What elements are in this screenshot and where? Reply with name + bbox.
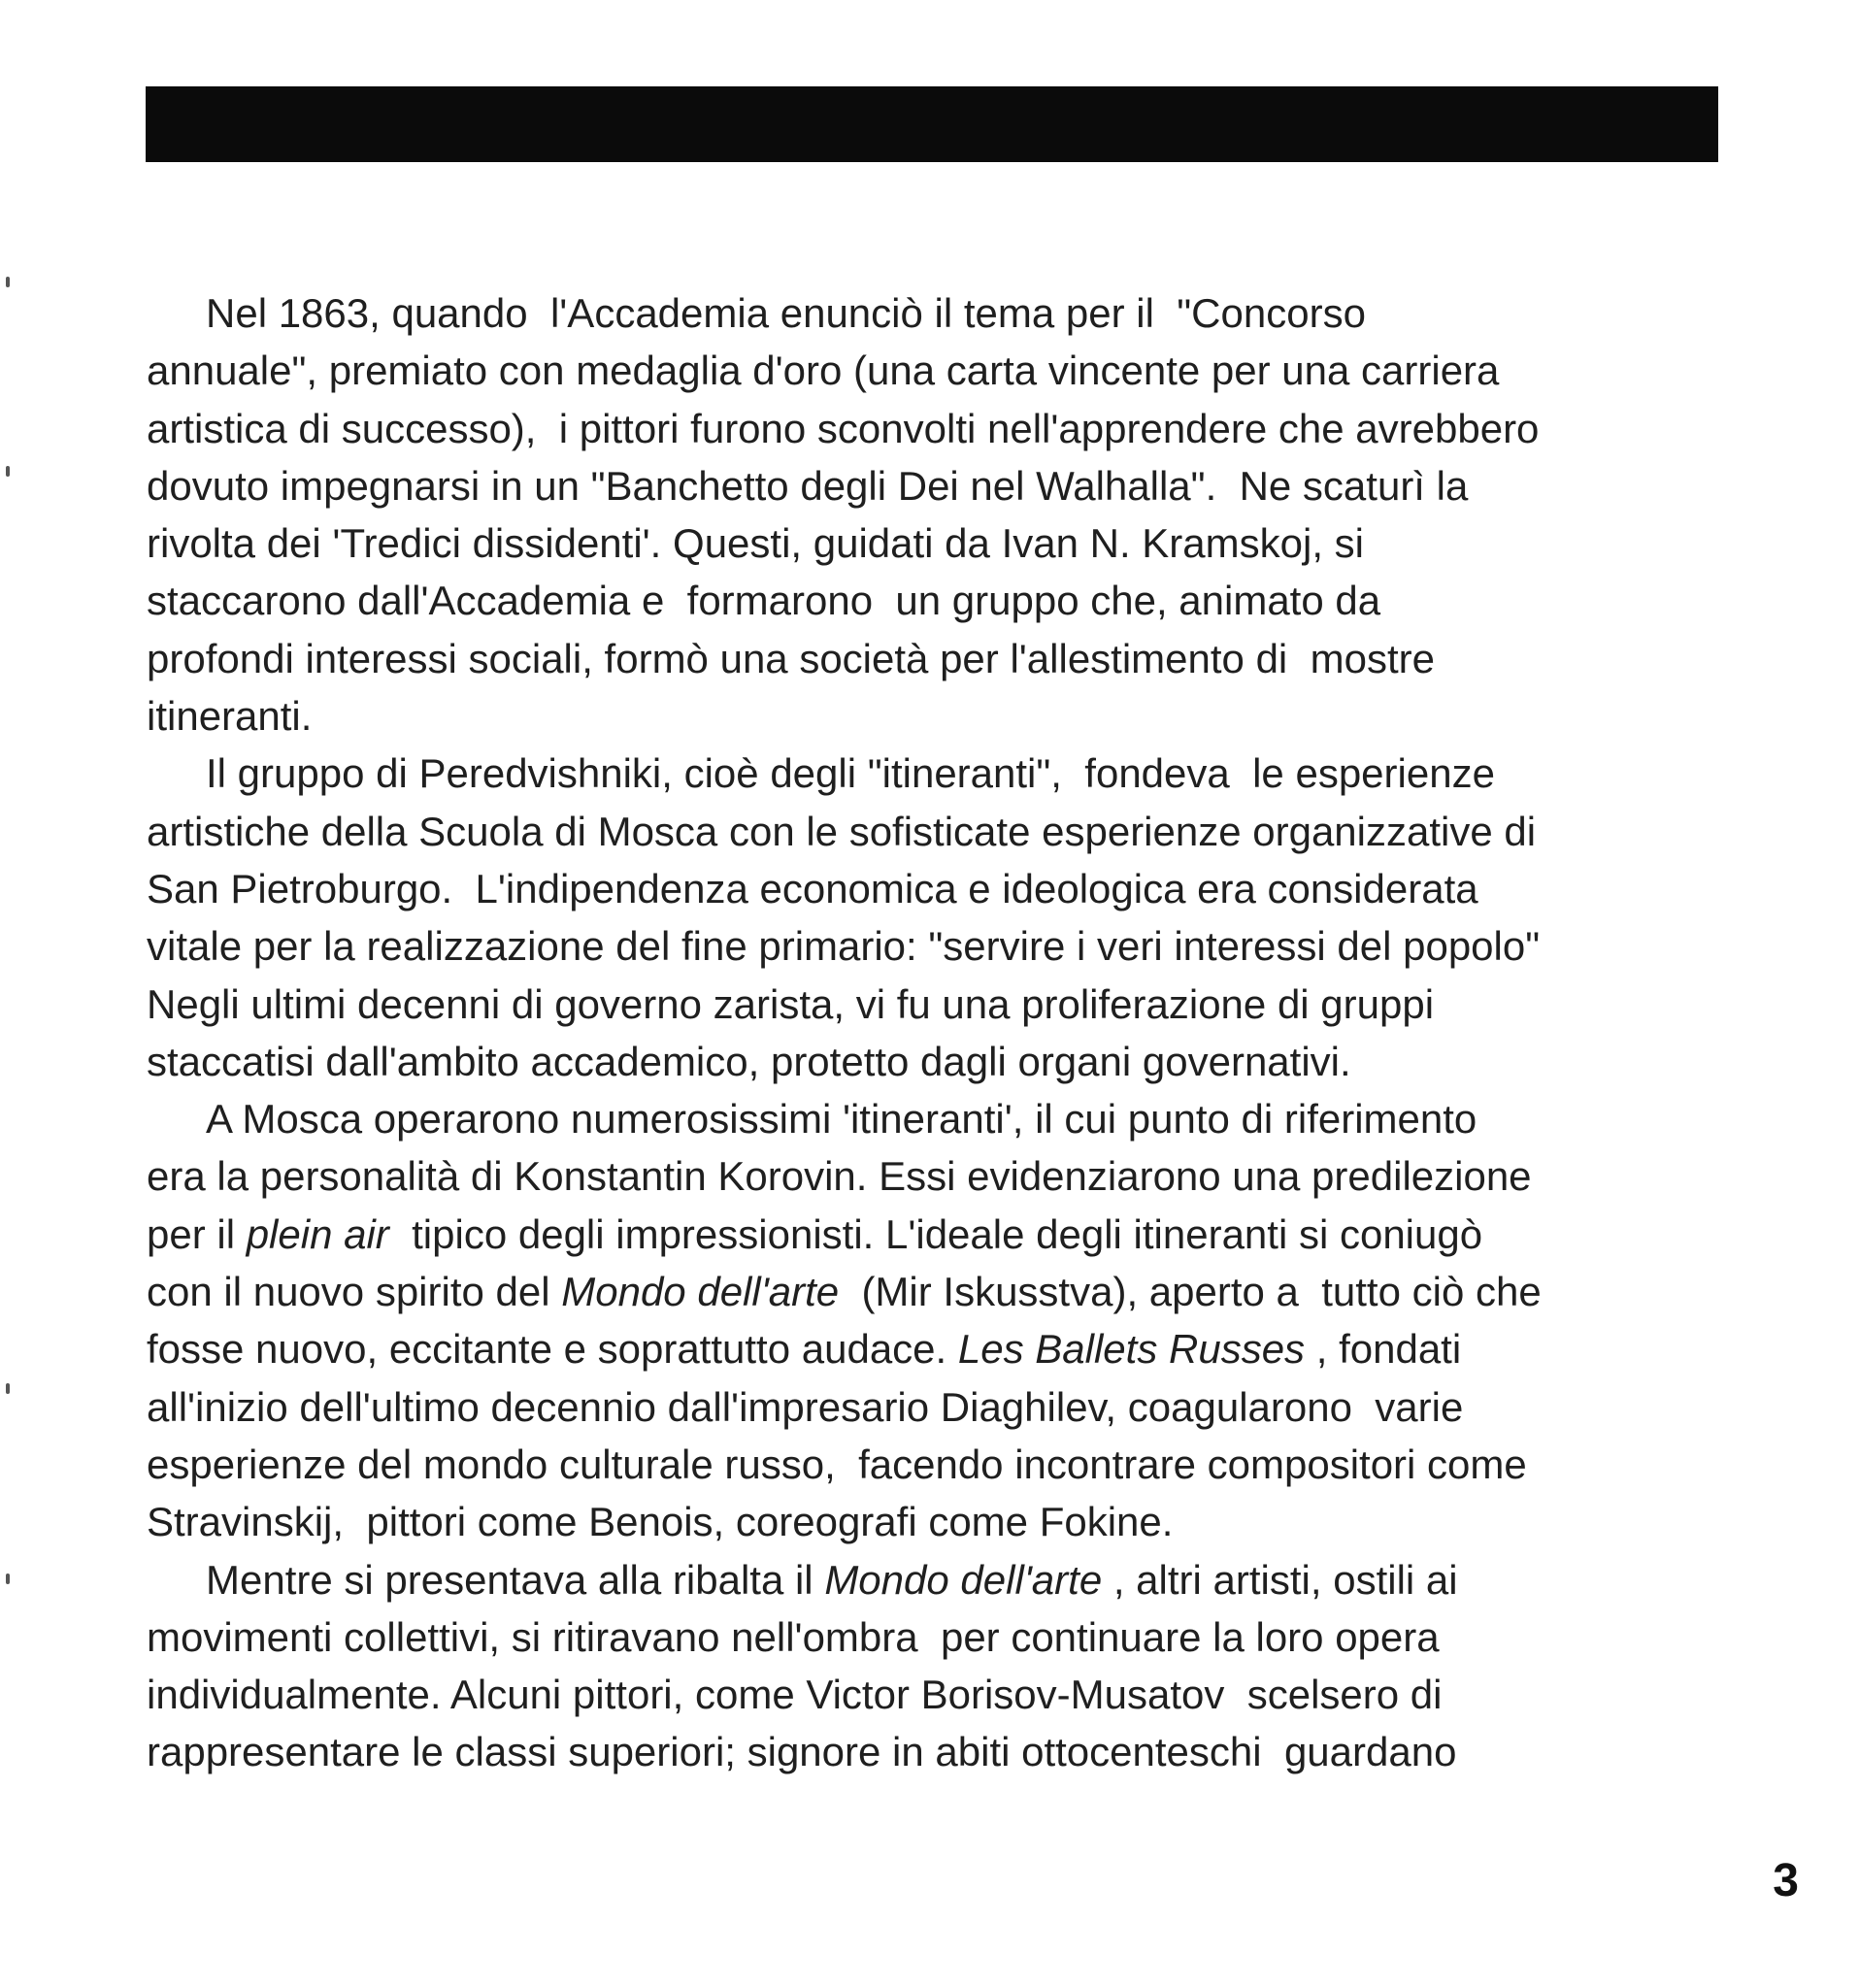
text-line bbox=[147, 1608, 1719, 1666]
text-segment: movimenti collettivi, si ritiravano nell'ombra per continuare la loro opera bbox=[147, 1613, 1440, 1660]
margin-mark bbox=[6, 466, 10, 477]
text-line bbox=[147, 400, 1719, 457]
text-line bbox=[147, 1033, 1719, 1090]
italic-title: Mondo dell'arte bbox=[561, 1269, 840, 1315]
text-line bbox=[147, 342, 1719, 399]
text-segment: con il nuovo spirito del bbox=[147, 1269, 562, 1315]
text-line bbox=[147, 917, 1719, 975]
text-segment: (Mir Iskusstva), aperto a tutto ciò che bbox=[839, 1269, 1542, 1315]
text-line bbox=[147, 1378, 1719, 1436]
text-line bbox=[147, 803, 1719, 860]
text-segment: rivolta dei 'Tredici dissidenti'. Questi, guidati da Ivan N. Kramskoj, si bbox=[147, 520, 1364, 567]
text-segment: artistiche della Scuola di Mosca con le sofisticate esperienze organizzative di bbox=[147, 808, 1537, 854]
text-segment: annuale", premiato con medaglia d'oro (una carta vincente per una carriera bbox=[147, 348, 1500, 394]
margin-mark bbox=[6, 1383, 10, 1394]
paragraph bbox=[147, 1090, 1719, 1550]
text-segment: fosse nuovo, eccitante e soprattutto audace. bbox=[147, 1326, 958, 1373]
body-text bbox=[147, 284, 1719, 1781]
text-segment: , fondati bbox=[1305, 1326, 1462, 1373]
text-line bbox=[147, 1723, 1719, 1780]
text-segment: Mentre si presentava alla ribalta il bbox=[206, 1556, 825, 1603]
text-line bbox=[147, 1206, 1719, 1263]
text-segment: tipico degli impressionisti. L'ideale degli itineranti si coniugò bbox=[388, 1210, 1483, 1257]
text-segment: artistica di successo), i pittori furono sconvolti nell'apprendere che avrebbero bbox=[147, 405, 1540, 451]
text-segment: staccarono dall'Accademia e formarono un gruppo che, animato da bbox=[147, 578, 1381, 624]
text-line bbox=[147, 1436, 1719, 1493]
text-segment: individualmente. Alcuni pittori, come Victor Borisov-Musatov scelsero di bbox=[147, 1672, 1443, 1718]
italic-title: Mondo dell'arte bbox=[824, 1556, 1103, 1603]
paragraph bbox=[147, 1551, 1719, 1781]
text-line bbox=[147, 1493, 1719, 1550]
text-line bbox=[147, 1551, 1719, 1608]
text-segment: esperienze del mondo culturale russo, facendo incontrare compositori come bbox=[147, 1441, 1527, 1487]
paragraph bbox=[147, 284, 1719, 745]
text-segment: Nel 1863, quando l'Accademia enunciò il tema per il "Concorso bbox=[206, 290, 1366, 336]
margin-mark bbox=[6, 277, 10, 287]
text-segment: dovuto impegnarsi in un "Banchetto degli Dei nel Walhalla". Ne scaturì la bbox=[147, 462, 1469, 509]
text-segment: San Pietroburgo. L'indipendenza economica e ideologica era considerata bbox=[147, 865, 1478, 911]
text-segment: profondi interessi sociali, formò una società per l'allestimento di mostre bbox=[147, 635, 1435, 681]
text-segment: per il bbox=[147, 1210, 247, 1257]
text-segment: all'inizio dell'ultimo decennio dall'impresario Diaghilev, coagularono varie bbox=[147, 1383, 1464, 1430]
text-line bbox=[147, 976, 1719, 1033]
text-segment: Negli ultimi decenni di governo zarista, vi fu una proliferazione di gruppi bbox=[147, 980, 1435, 1027]
paragraph bbox=[147, 745, 1719, 1090]
text-segment: Il gruppo di Peredvishniki, cioè degli "itineranti", fondeva le esperienze bbox=[206, 750, 1495, 797]
text-line bbox=[147, 630, 1719, 687]
text-segment: vitale per la realizzazione del fine primario: "servire i veri interessi del popolo" bbox=[147, 923, 1541, 970]
text-line bbox=[147, 860, 1719, 917]
text-segment: rappresentare le classi superiori; signore in abiti ottocenteschi guardano bbox=[147, 1729, 1457, 1775]
text-line bbox=[147, 1320, 1719, 1377]
page-number: 3 bbox=[1773, 1855, 1799, 1906]
text-segment: A Mosca operarono numerosissimi 'itineranti', il cui punto di riferimento bbox=[206, 1096, 1477, 1143]
text-line bbox=[147, 1666, 1719, 1723]
italic-title: Les Ballets Russes bbox=[957, 1326, 1306, 1373]
text-segment: itineranti. bbox=[147, 693, 313, 740]
margin-mark bbox=[6, 1574, 10, 1584]
text-segment: era la personalità di Konstantin Korovin. Essi evidenziarono una predilezione bbox=[147, 1153, 1532, 1200]
text-segment: staccatisi dall'ambito accademico, protetto dagli organi governativi. bbox=[147, 1038, 1351, 1084]
text-line bbox=[147, 687, 1719, 745]
text-line bbox=[147, 1090, 1719, 1147]
text-line bbox=[147, 745, 1719, 802]
text-segment: Stravinskij, pittori come Benois, coreografi come Fokine. bbox=[147, 1499, 1174, 1545]
text-line bbox=[147, 572, 1719, 629]
text-line bbox=[147, 1263, 1719, 1320]
header-bar bbox=[146, 86, 1718, 162]
text-line bbox=[147, 457, 1719, 514]
text-line bbox=[147, 284, 1719, 342]
text-line bbox=[147, 514, 1719, 572]
italic-title: plein air bbox=[246, 1210, 389, 1257]
text-line bbox=[147, 1147, 1719, 1205]
text-segment: , altri artisti, ostili ai bbox=[1102, 1556, 1458, 1603]
